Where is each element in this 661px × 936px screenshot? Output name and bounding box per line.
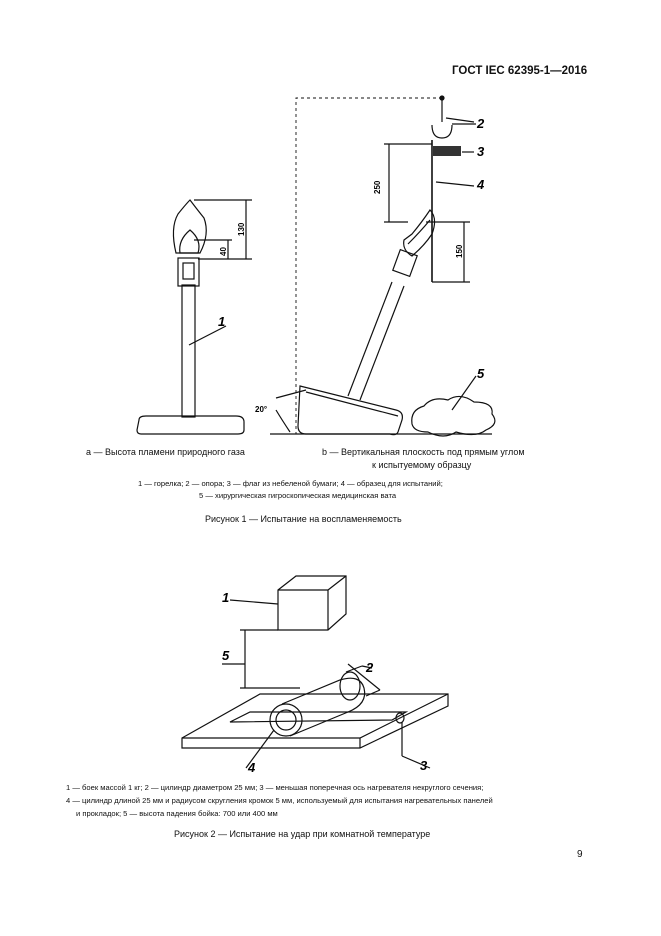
label-4: 4 bbox=[477, 177, 485, 192]
fig1-title: Рисунок 1 — Испытание на воспламеняемость bbox=[205, 514, 402, 524]
dim-130: 130 bbox=[237, 222, 246, 236]
dim-250: 250 bbox=[373, 180, 382, 194]
label-1: 1 bbox=[218, 314, 226, 329]
flame-inner bbox=[180, 230, 199, 253]
fig2-label-4: 4 bbox=[248, 760, 256, 775]
label-2: 2 bbox=[477, 116, 485, 131]
caption-b-line1: b — Вертикальная плоскость под прямым углом bbox=[322, 447, 525, 457]
standard-header: ГОСТ IEC 62395-1—2016 bbox=[452, 65, 588, 77]
label-3: 3 bbox=[477, 144, 485, 159]
burner-base bbox=[137, 416, 244, 434]
fig2-label-2: 2 bbox=[366, 660, 374, 675]
flame-outer bbox=[173, 200, 206, 253]
label-5: 5 bbox=[477, 366, 485, 381]
fig2-title: Рисунок 2 — Испытание на удар при комнатной температуре bbox=[174, 829, 431, 839]
fig2-label-3: 3 bbox=[420, 758, 428, 773]
fig2-legend-line1: 1 — боек массой 1 кг; 2 — цилиндр диаметром 25 мм; 3 — меньшая поперечная ось нагревателя некруглого сечения; bbox=[66, 783, 484, 792]
dim-40: 40 bbox=[219, 247, 228, 256]
caption-a: а — Высота пламени природного газа bbox=[86, 447, 245, 457]
fig1-legend-line2: 5 — хирургическая гигроскопическая медицинская вата bbox=[199, 491, 397, 500]
burner-tube bbox=[182, 285, 195, 417]
dim-150: 150 bbox=[455, 244, 464, 258]
burner-head bbox=[178, 258, 199, 286]
fig2-label-1: 1 bbox=[222, 590, 230, 605]
page-number: 9 bbox=[577, 849, 583, 860]
fig1-legend-line1: 1 — горелка; 2 — опора; 3 — флаг из небеленой бумаги; 4 — образец для испытаний; bbox=[138, 479, 443, 488]
paper-flag bbox=[433, 146, 461, 156]
caption-b-line2: к испытуемому образцу bbox=[372, 460, 472, 470]
fig2-legend-line2: 4 — цилиндр длиной 25 мм и радиусом скругления кромок 5 мм, используемый для испытания нагревательных панелей bbox=[66, 796, 493, 805]
dim-angle: 20° bbox=[255, 405, 268, 414]
fig2-legend-line3: и прокладок; 5 — высота падения бойка: 700 или 400 мм bbox=[76, 809, 278, 818]
fig2-label-5: 5 bbox=[222, 648, 230, 663]
